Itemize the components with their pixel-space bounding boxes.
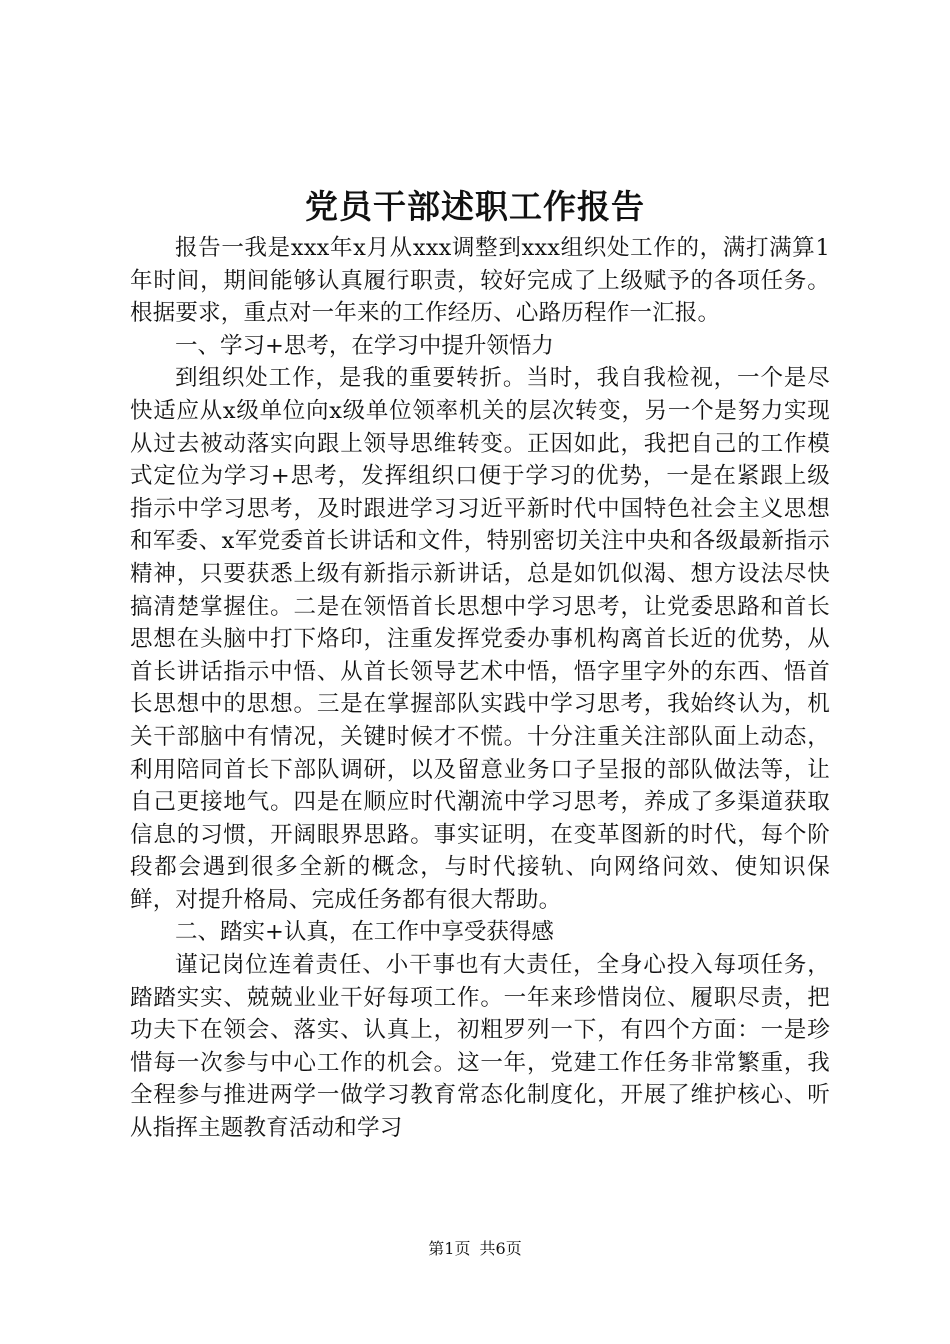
section-heading-2: 二、踏实+认真，在工作中享受获得感	[175, 919, 554, 946]
section-heading-1: 一、学习+思考，在学习中提升领悟力	[175, 332, 554, 359]
document-body	[130, 232, 830, 1145]
page-number: 第1页	[428, 1239, 471, 1258]
paragraph-section-1: 到组织处工作，是我的重要转折。当时，我自我检视，一个是尽快适应从x级单位向x级单位领率机关的层次转变，另一个是努力实现从过去被动落实向跟上领导思维转变。正因如此，我把自己的工作模式定位为学习+思考，发挥组织口便于学习的优势，一是在紧跟上级指示中学习思考，及时跟进学习习近平新时代中国特色社会主义思想和军委、x军党委首长讲话和文件，特别密切关注中央和各级最新指示精神，只要获悉上级有新指示新讲话，总是如饥似渴、想方设法尽快搞清楚掌握住。二是在领悟首长思想中学习思考，让党委思路和首长思想在头脑中打下烙印，注重发挥党委办事机构离首长近的优势，从首长讲话指示中悟、从首长领导艺术中悟，悟字里字外的东西、悟首长思想中的思想。三是在掌握部队实践中学习思考，我始终认为，机关干部脑中有情况，关键时候才不慌。十分注重关注部队面上动态，利用陪同首长下部队调研，以及留意业务口子呈报的部队做法等，让自己更接地气。四是在顺应时代潮流中学习思考，养成了多渠道获取信息的习惯，开阔眼界思路。事实证明，在变革图新的时代，每个阶段都会遇到很多全新的概念，与时代接轨、向网络问效、使知识保鲜，对提升格局、完成任务都有很大帮助。	[130, 365, 830, 913]
page-total: 共6页	[479, 1239, 522, 1258]
paragraph-section-2: 谨记岗位连着责任、小干事也有大责任，全身心投入每项任务，踏踏实实、兢兢业业干好每项工作。一年来珍惜岗位、履职尽责，把功夫下在领会、落实、认真上，初粗罗列一下，有四个方面：一是珍惜每一次参与中心工作的机会。这一年，党建工作任务非常繁重，我全程参与推进两学一做学习教育常态化制度化，开展了维护核心、听从指挥主题教育活动和学习	[130, 952, 830, 1142]
paragraph-intro: 报告一我是xxx年x月从xxx调整到xxx组织处工作的，满打满算1年时间，期间能够认真履行职责，较好完成了上级赋予的各项任务。根据要求，重点对一年来的工作经历、心路历程作一汇报。	[130, 235, 830, 327]
page-footer	[0, 1238, 950, 1260]
document-title: 党员干部述职工作报告	[305, 187, 645, 226]
